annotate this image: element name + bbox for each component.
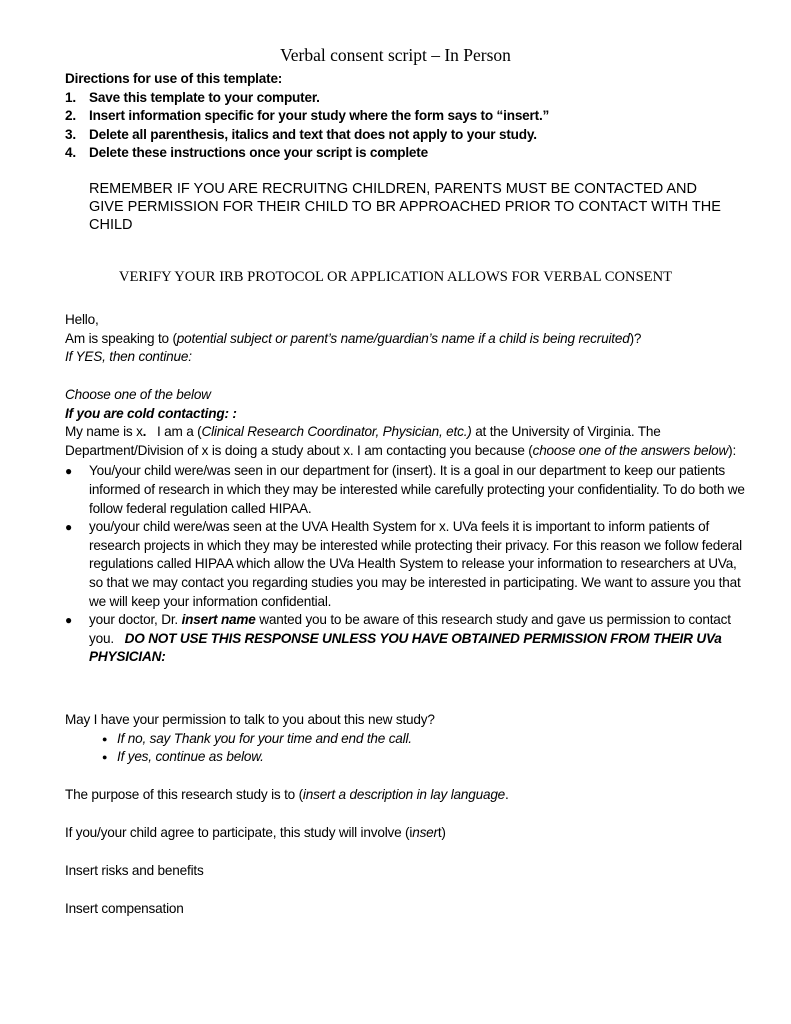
permission-option bbox=[65, 748, 745, 767]
item-number: 3. bbox=[65, 126, 76, 142]
ask-post: )? bbox=[629, 330, 642, 346]
reason-item bbox=[65, 611, 745, 667]
remember-notice bbox=[89, 180, 749, 234]
directions-heading: Directions for use of this template: bbox=[65, 71, 283, 86]
permission-option bbox=[65, 730, 745, 749]
insert-name: insert name bbox=[181, 612, 256, 628]
purpose-pre: The purpose of this research study is to ( bbox=[65, 787, 303, 802]
ask-pre: Am is speaking to ( bbox=[65, 330, 177, 346]
choose-section bbox=[65, 386, 745, 667]
option-text: If no, say Thank you for your time and end the call. bbox=[117, 730, 412, 746]
document-title: Verbal consent script – In Person bbox=[280, 45, 511, 65]
intro-dot: . bbox=[142, 424, 147, 440]
remember-line-2: GIVE PERMISSION FOR THEIR CHILD TO BR APPROACHED PRIOR TO CONTACT WITH THE CHILD bbox=[89, 199, 721, 233]
directions-item bbox=[65, 107, 745, 126]
bullet-icon: ● bbox=[102, 752, 108, 763]
intro-text: I am a ( bbox=[146, 424, 202, 440]
item-text: Delete these instructions once your script is complete bbox=[89, 145, 428, 161]
permission-question: May I have your permission to talk to you about this new study? bbox=[65, 712, 435, 727]
reason-text: wanted you to be aware of this research study and gave us permission to contact you. bbox=[89, 612, 735, 646]
purpose-italic: insert a description in lay language bbox=[302, 787, 506, 802]
intro-paragraph bbox=[65, 423, 745, 460]
risks-line: Insert risks and benefits bbox=[65, 863, 204, 878]
permission-section bbox=[65, 711, 745, 767]
if-yes-text: If YES, then continue: bbox=[65, 349, 192, 365]
choose-label: Choose one of the below bbox=[65, 387, 211, 402]
ask-italic: potential subject or parent’s name/guardian’s name if a child is being recruited bbox=[176, 330, 630, 346]
intro-choose: choose one of the answers below bbox=[532, 442, 729, 458]
purpose-line bbox=[65, 786, 745, 805]
bullet-icon: ● bbox=[65, 613, 73, 628]
ask-line bbox=[65, 330, 745, 349]
directions-item bbox=[65, 144, 745, 163]
involve-pre: If you/your child agree to participate, this study will involve (i bbox=[65, 825, 413, 840]
item-number: 4. bbox=[65, 145, 76, 161]
involve-line bbox=[65, 824, 745, 843]
reason-text: You/your child were/was seen in our department for (insert). It is a goal in our department to keep our patients informed of research in which they may be interested while carefully protecting your confidentiality. To do both we follow federal regulation called HIPAA. bbox=[89, 463, 745, 516]
item-text: Insert information specific for your study where the form says to “insert.” bbox=[89, 108, 550, 124]
verify-notice: VERIFY YOUR IRB PROTOCOL OR APPLICATION ALLOWS FOR VERBAL CONSENT bbox=[118, 269, 673, 285]
option-text: If yes, continue as below. bbox=[117, 749, 264, 765]
reason-item bbox=[65, 462, 745, 518]
item-text: Save this template to your computer. bbox=[89, 89, 320, 105]
intro-text: at the University of Virginia. The Department/Division of x is doing a study about x. I am contacting you because ( bbox=[65, 424, 661, 458]
cold-contact-heading: If you are cold contacting: : bbox=[65, 405, 237, 421]
bullet-icon: ● bbox=[65, 520, 73, 535]
item-number: 1. bbox=[65, 89, 76, 105]
warning-text: DO NOT USE THIS RESPONSE UNLESS YOU HAVE OBTAINED PERMISSION FROM THEIR UVa PHYSICIAN: bbox=[89, 630, 722, 665]
involve-italic: nser bbox=[412, 825, 438, 840]
directions-item bbox=[65, 126, 745, 145]
directions-section bbox=[65, 70, 745, 163]
reason-list bbox=[65, 462, 745, 667]
greeting-section bbox=[65, 311, 745, 367]
involve-post: t) bbox=[437, 825, 446, 840]
intro-text: ): bbox=[728, 442, 737, 458]
purpose-post: . bbox=[505, 787, 509, 802]
item-number: 2. bbox=[65, 108, 76, 124]
reason-text: your doctor, Dr. bbox=[89, 612, 182, 628]
compensation-line: Insert compensation bbox=[65, 901, 184, 916]
permission-options bbox=[65, 730, 745, 767]
directions-item bbox=[65, 89, 745, 108]
hello-text: Hello, bbox=[65, 312, 99, 327]
reason-item bbox=[65, 518, 745, 611]
reason-text: you/your child were/was seen at the UVA Health System for x. UVa feels it is important to inform patients of research projects in which they may be interested while protecting their privacy. For this reason we follow federal regulations called HIPAA which allow the UVa Health System to release your information to researchers at UVa, so that we may contact you regarding studies you may be interested in participating. We want to assure you that we will keep your information confidential. bbox=[89, 519, 742, 609]
intro-role: Clinical Research Coordinator, Physician, etc.) bbox=[201, 424, 472, 440]
directions-list bbox=[65, 89, 745, 163]
bullet-icon: ● bbox=[65, 464, 73, 479]
intro-text: My name is x bbox=[65, 424, 143, 440]
bullet-icon: ● bbox=[102, 733, 108, 744]
remember-line-1: REMEMBER IF YOU ARE RECRUITNG CHILDREN, PARENTS MUST BE CONTACTED AND bbox=[89, 181, 698, 197]
item-text: Delete all parenthesis, italics and text that does not apply to your study. bbox=[89, 126, 537, 142]
